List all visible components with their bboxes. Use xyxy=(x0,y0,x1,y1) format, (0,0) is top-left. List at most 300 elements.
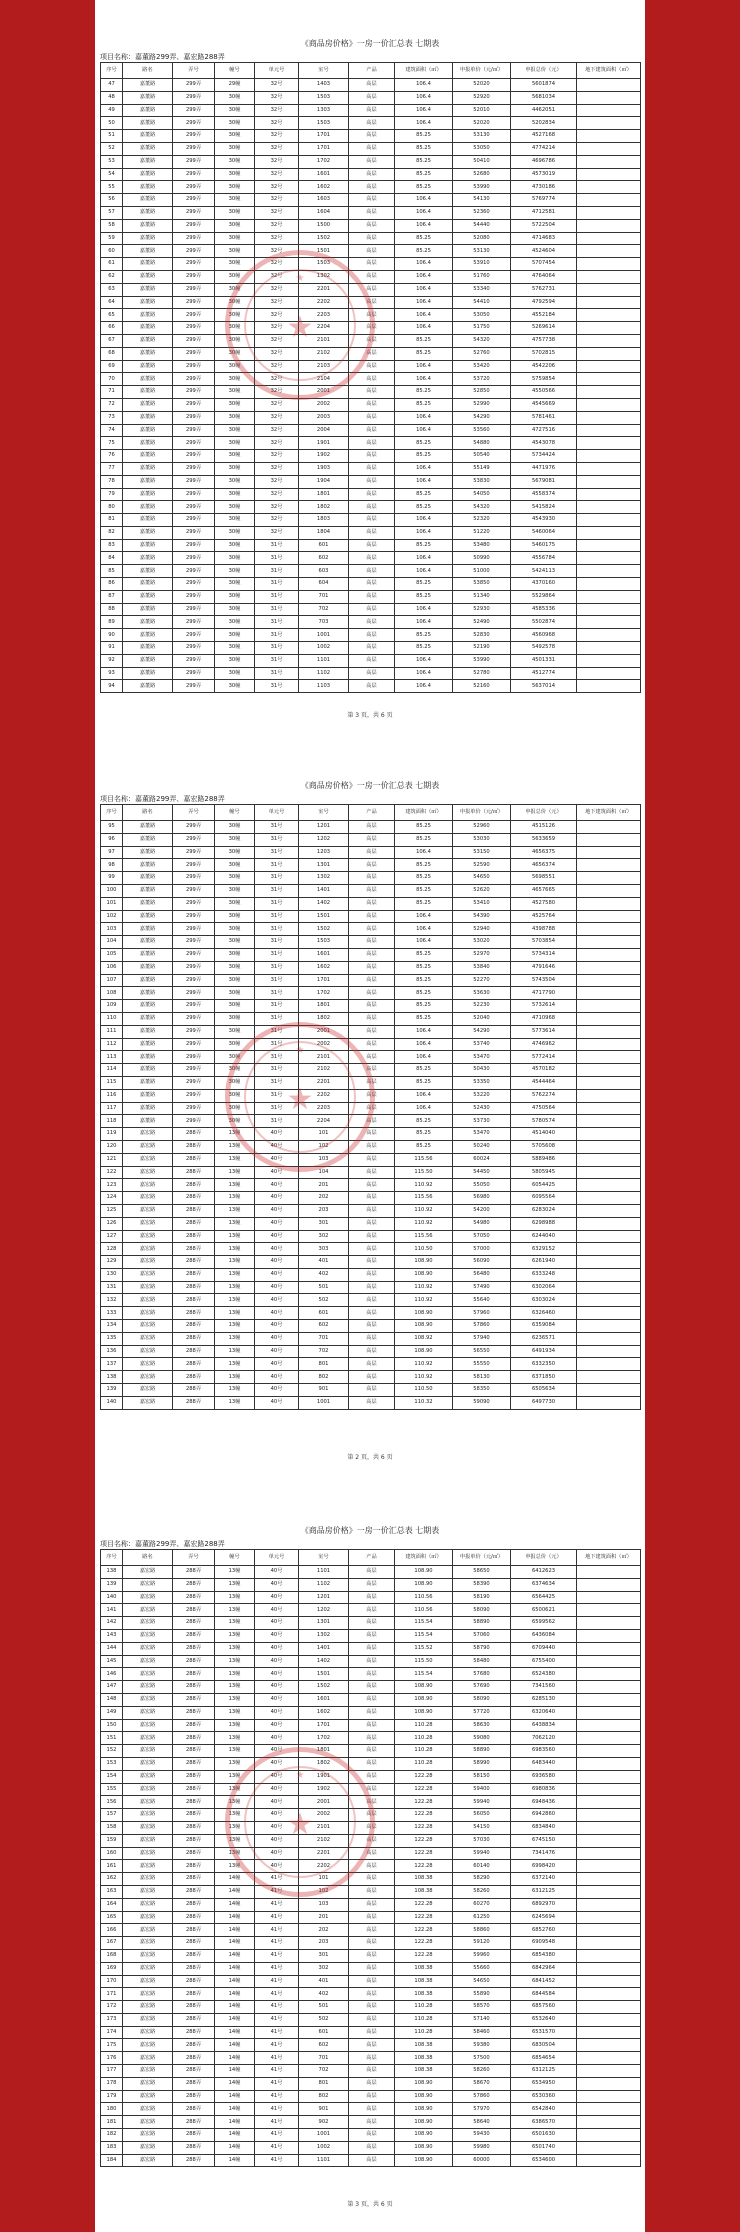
table-cell: 嘉宏路 xyxy=(123,1345,173,1358)
table-row xyxy=(101,1642,641,1655)
table-cell: 高层 xyxy=(349,897,395,910)
table-row xyxy=(101,245,641,258)
table-cell: 6534600 xyxy=(511,2154,577,2167)
table-cell: 嘉宏路 xyxy=(123,1962,173,1975)
column-header: 室号 xyxy=(299,63,349,79)
table-cell: 299弄 xyxy=(173,846,215,859)
table-cell: 56 xyxy=(101,194,123,207)
table-row xyxy=(101,181,641,194)
table-cell xyxy=(577,411,641,424)
table-cell: 40号 xyxy=(255,1204,299,1217)
table-row xyxy=(101,488,641,501)
table-cell: 151 xyxy=(101,1732,123,1745)
table-cell: 嘉董路 xyxy=(123,846,173,859)
table-cell xyxy=(577,1294,641,1307)
table-cell: 73 xyxy=(101,411,123,424)
table-cell: 6854380 xyxy=(511,1949,577,1962)
table-cell: 288弄 xyxy=(173,1179,215,1192)
table-cell: 110.56 xyxy=(395,1591,453,1604)
table-cell: 41号 xyxy=(255,2026,299,2039)
table-cell: 288弄 xyxy=(173,1217,215,1230)
table-row xyxy=(101,347,641,360)
table-cell: 高层 xyxy=(349,680,395,693)
table-cell: 13幢 xyxy=(215,1192,255,1205)
table-cell: 701 xyxy=(299,1332,349,1345)
table-cell: 6530360 xyxy=(511,2090,577,2103)
table-cell: 41号 xyxy=(255,2039,299,2052)
table-row xyxy=(101,1217,641,1230)
table-cell: 101 xyxy=(299,1128,349,1141)
table-cell: 嘉宏路 xyxy=(123,2013,173,2026)
table-cell: 85.25 xyxy=(395,181,453,194)
table-row xyxy=(101,616,641,629)
table-cell: 118 xyxy=(101,1115,123,1128)
table-cell: 嘉董路 xyxy=(123,667,173,680)
table-cell xyxy=(577,1153,641,1166)
table-cell: 13幢 xyxy=(215,1281,255,1294)
table-cell: 299弄 xyxy=(173,884,215,897)
table-cell: 5762274 xyxy=(511,1089,577,1102)
table-cell: 40号 xyxy=(255,1307,299,1320)
table-cell: 高层 xyxy=(349,1745,395,1758)
table-row xyxy=(101,680,641,693)
table-cell: 高层 xyxy=(349,1076,395,1089)
table-cell: 32号 xyxy=(255,360,299,373)
table-cell: 41号 xyxy=(255,2129,299,2142)
table-cell xyxy=(577,437,641,450)
table-cell: 高层 xyxy=(349,1204,395,1217)
table-cell: 30幢 xyxy=(215,488,255,501)
table-cell: 288弄 xyxy=(173,2141,215,2154)
table-cell: 54130 xyxy=(453,194,511,207)
table-cell xyxy=(577,245,641,258)
table-cell: 1801 xyxy=(299,1745,349,1758)
table-cell xyxy=(577,373,641,386)
table-cell: 高层 xyxy=(349,1064,395,1077)
table-cell xyxy=(577,296,641,309)
table-row xyxy=(101,1051,641,1064)
table-cell: 2202 xyxy=(299,1089,349,1102)
table-cell: 1301 xyxy=(299,859,349,872)
table-cell: 6998420 xyxy=(511,1860,577,1873)
table-cell: 108.90 xyxy=(395,1320,453,1333)
table-cell: 182 xyxy=(101,2129,123,2142)
table-row xyxy=(101,2077,641,2090)
table-cell: 高层 xyxy=(349,1975,395,1988)
table-cell: 108.38 xyxy=(395,1962,453,1975)
table-cell: 1602 xyxy=(299,181,349,194)
table-cell: 288弄 xyxy=(173,2052,215,2065)
table-cell: 7341560 xyxy=(511,1681,577,1694)
table-row xyxy=(101,437,641,450)
table-cell: 13幢 xyxy=(215,1604,255,1617)
table-row xyxy=(101,1179,641,1192)
table-cell: 6892970 xyxy=(511,1898,577,1911)
table-cell: 901 xyxy=(299,1384,349,1397)
table-cell: 嘉宏路 xyxy=(123,2129,173,2142)
table-cell: 40号 xyxy=(255,1693,299,1706)
table-cell: 5734424 xyxy=(511,450,577,463)
table-row xyxy=(101,1243,641,1256)
table-cell: 6500621 xyxy=(511,1604,577,1617)
table-cell: 1401 xyxy=(299,1642,349,1655)
table-cell: 嘉董路 xyxy=(123,1000,173,1013)
table-cell: 30幢 xyxy=(215,296,255,309)
table-cell: 299弄 xyxy=(173,578,215,591)
table-cell: 288弄 xyxy=(173,1962,215,1975)
table-cell: 59 xyxy=(101,232,123,245)
table-cell: 96 xyxy=(101,833,123,846)
table-cell xyxy=(577,347,641,360)
table-cell: 299弄 xyxy=(173,629,215,642)
table-cell: 高层 xyxy=(349,1153,395,1166)
table-cell: 53470 xyxy=(453,1128,511,1141)
table-cell: 嘉宏路 xyxy=(123,2077,173,2090)
table-cell: 30幢 xyxy=(215,974,255,987)
table-cell xyxy=(577,1873,641,1886)
table-cell: 108.90 xyxy=(395,1566,453,1579)
table-cell: 嘉宏路 xyxy=(123,2052,173,2065)
table-cell: 41号 xyxy=(255,1885,299,1898)
table-cell: 85.25 xyxy=(395,232,453,245)
table-cell xyxy=(577,897,641,910)
table-cell: 高层 xyxy=(349,1320,395,1333)
table-cell: 68 xyxy=(101,347,123,360)
table-cell: 1502 xyxy=(299,1681,349,1694)
table-cell: 4543078 xyxy=(511,437,577,450)
table-cell: 299弄 xyxy=(173,923,215,936)
table-cell: 41号 xyxy=(255,1988,299,2001)
column-header: 弄号 xyxy=(173,1550,215,1566)
table-cell: 59400 xyxy=(453,1783,511,1796)
table-cell: 122.28 xyxy=(395,1796,453,1809)
table-cell: 604 xyxy=(299,578,349,591)
table-cell: 108.90 xyxy=(395,2077,453,2090)
table-cell: 1002 xyxy=(299,2141,349,2154)
table-cell: 53050 xyxy=(453,142,511,155)
table-cell: 51340 xyxy=(453,590,511,603)
table-row xyxy=(101,1911,641,1924)
table-cell: 嘉宏路 xyxy=(123,1566,173,1579)
table-cell: 106.4 xyxy=(395,667,453,680)
table-cell: 高层 xyxy=(349,322,395,335)
table-cell: 嘉董路 xyxy=(123,872,173,885)
table-cell: 13幢 xyxy=(215,1617,255,1630)
page-footer: 第 3 页，共 6 页 xyxy=(347,712,393,719)
table-cell: 高层 xyxy=(349,1834,395,1847)
table-cell: 85.25 xyxy=(395,168,453,181)
table-row xyxy=(101,2013,641,2026)
table-cell: 299弄 xyxy=(173,437,215,450)
table-row xyxy=(101,1089,641,1102)
table-cell xyxy=(577,667,641,680)
table-cell xyxy=(577,1268,641,1281)
table-cell: 53990 xyxy=(453,181,511,194)
table-cell: 32号 xyxy=(255,142,299,155)
column-header: 路名 xyxy=(123,805,173,821)
table-cell: 13幢 xyxy=(215,1591,255,1604)
table-cell xyxy=(577,1757,641,1770)
table-cell: 108.90 xyxy=(395,1307,453,1320)
column-header: 弄号 xyxy=(173,63,215,79)
table-cell: 299弄 xyxy=(173,411,215,424)
table-cell: 嘉董路 xyxy=(123,616,173,629)
table-cell: 59940 xyxy=(453,1796,511,1809)
table-cell: 高层 xyxy=(349,232,395,245)
table-cell: 高层 xyxy=(349,2039,395,2052)
table-cell: 62 xyxy=(101,270,123,283)
table-row xyxy=(101,1604,641,1617)
table-cell: 301 xyxy=(299,1217,349,1230)
table-cell: 85.25 xyxy=(395,398,453,411)
table-cell: 85.25 xyxy=(395,897,453,910)
table-cell: 54050 xyxy=(453,488,511,501)
table-cell: 106.4 xyxy=(395,462,453,475)
table-cell xyxy=(577,488,641,501)
table-cell: 288弄 xyxy=(173,1745,215,1758)
table-cell xyxy=(577,1745,641,1758)
table-cell: 53740 xyxy=(453,1038,511,1051)
table-cell: 6054425 xyxy=(511,1179,577,1192)
table-row xyxy=(101,232,641,245)
table-cell: 141 xyxy=(101,1604,123,1617)
table-cell: 165 xyxy=(101,1911,123,1924)
table-row xyxy=(101,1000,641,1013)
table-cell: 6298988 xyxy=(511,1217,577,1230)
table-cell: 2101 xyxy=(299,1051,349,1064)
table-cell: 299弄 xyxy=(173,514,215,527)
table-cell: 85.25 xyxy=(395,642,453,655)
table-cell: 85.25 xyxy=(395,130,453,143)
table-cell: 1500 xyxy=(299,219,349,232)
table-row xyxy=(101,1706,641,1719)
table-cell: 288弄 xyxy=(173,1693,215,1706)
table-cell: 4757738 xyxy=(511,334,577,347)
table-cell: 89 xyxy=(101,616,123,629)
table-cell: 106.4 xyxy=(395,309,453,322)
table-cell: 30幢 xyxy=(215,475,255,488)
table-cell: 52020 xyxy=(453,117,511,130)
table-cell: 108.90 xyxy=(395,1693,453,1706)
table-cell: 32号 xyxy=(255,475,299,488)
table-cell: 6505634 xyxy=(511,1384,577,1397)
table-cell xyxy=(577,1000,641,1013)
table-cell: 30幢 xyxy=(215,386,255,399)
table-cell: 288弄 xyxy=(173,1642,215,1655)
table-cell: 53220 xyxy=(453,1089,511,1102)
table-cell: 288弄 xyxy=(173,1681,215,1694)
table-cell: 5492578 xyxy=(511,642,577,655)
table-cell: 40号 xyxy=(255,1681,299,1694)
table-cell: 高层 xyxy=(349,1578,395,1591)
table-cell: 40号 xyxy=(255,1281,299,1294)
table-cell: 106.4 xyxy=(395,603,453,616)
table-cell: 32号 xyxy=(255,322,299,335)
table-cell: 高层 xyxy=(349,347,395,360)
table-cell: 6372140 xyxy=(511,1873,577,1886)
table-row xyxy=(101,1873,641,1886)
table-cell: 299弄 xyxy=(173,181,215,194)
table-cell: 高层 xyxy=(349,1102,395,1115)
table-cell: 4656375 xyxy=(511,846,577,859)
table-cell: 6374634 xyxy=(511,1578,577,1591)
table-cell: 502 xyxy=(299,1294,349,1307)
table-cell: 85.25 xyxy=(395,948,453,961)
table-cell: 110.28 xyxy=(395,1745,453,1758)
table-cell xyxy=(577,130,641,143)
table-cell: 108.92 xyxy=(395,1332,453,1345)
table-row xyxy=(101,667,641,680)
table-cell: 高层 xyxy=(349,821,395,834)
table-cell: 嘉宏路 xyxy=(123,1745,173,1758)
table-cell: 6332350 xyxy=(511,1358,577,1371)
table-cell: 52940 xyxy=(453,923,511,936)
table-cell: 299弄 xyxy=(173,398,215,411)
table-cell: 32号 xyxy=(255,245,299,258)
table-cell: 40号 xyxy=(255,1706,299,1719)
table-cell: 2102 xyxy=(299,1834,349,1847)
table-cell: 59960 xyxy=(453,1949,511,1962)
table-cell: 41号 xyxy=(255,2065,299,2078)
table-cell xyxy=(577,1655,641,1668)
table-cell: 6326460 xyxy=(511,1307,577,1320)
table-cell: 108.38 xyxy=(395,1975,453,1988)
table-cell: 158 xyxy=(101,1821,123,1834)
table-cell: 48 xyxy=(101,91,123,104)
table-cell: 嘉董路 xyxy=(123,910,173,923)
table-cell: 106.4 xyxy=(395,424,453,437)
table-cell: 5743504 xyxy=(511,974,577,987)
table-cell: 115.52 xyxy=(395,1642,453,1655)
table-cell: 115.56 xyxy=(395,1192,453,1205)
table-cell: 57030 xyxy=(453,1834,511,1847)
table-cell: 85.25 xyxy=(395,859,453,872)
table-cell: 57050 xyxy=(453,1230,511,1243)
table-cell: 高层 xyxy=(349,206,395,219)
table-cell: 嘉宏路 xyxy=(123,1294,173,1307)
table-cell: 288弄 xyxy=(173,1949,215,1962)
table-cell: 106.4 xyxy=(395,552,453,565)
table-cell: 13幢 xyxy=(215,1693,255,1706)
table-cell xyxy=(577,1847,641,1860)
table-cell xyxy=(577,1988,641,2001)
table-cell: 122.28 xyxy=(395,1860,453,1873)
table-cell: 111 xyxy=(101,1025,123,1038)
table-cell xyxy=(577,1204,641,1217)
table-cell: 40号 xyxy=(255,1604,299,1617)
table-cell: 嘉宏路 xyxy=(123,1230,173,1243)
table-cell: 41号 xyxy=(255,1949,299,1962)
table-cell: 58 xyxy=(101,219,123,232)
table-cell: 4527168 xyxy=(511,130,577,143)
table-cell: 32号 xyxy=(255,488,299,501)
table-cell xyxy=(577,2026,641,2039)
column-header: 室号 xyxy=(299,805,349,821)
table-cell: 14幢 xyxy=(215,1873,255,1886)
table-cell: 6564425 xyxy=(511,1591,577,1604)
table-cell: 31号 xyxy=(255,1064,299,1077)
table-cell xyxy=(577,884,641,897)
table-cell: 14幢 xyxy=(215,1949,255,1962)
table-cell: 嘉董路 xyxy=(123,654,173,667)
table-cell: 288弄 xyxy=(173,1796,215,1809)
table-row xyxy=(101,1128,641,1141)
table-cell: 401 xyxy=(299,1256,349,1269)
table-cell: 61250 xyxy=(453,1911,511,1924)
table-cell: 53 xyxy=(101,155,123,168)
table-cell: 1001 xyxy=(299,2129,349,2142)
table-cell: 299弄 xyxy=(173,552,215,565)
table-cell: 302 xyxy=(299,1962,349,1975)
table-cell: 288弄 xyxy=(173,2116,215,2129)
table-cell: 401 xyxy=(299,1975,349,1988)
table-cell: 132 xyxy=(101,1294,123,1307)
table-cell: 嘉董路 xyxy=(123,1076,173,1089)
table-cell: 299弄 xyxy=(173,462,215,475)
table-row xyxy=(101,501,641,514)
table-cell: 32号 xyxy=(255,194,299,207)
table-cell: 106.4 xyxy=(395,846,453,859)
table-cell: 1702 xyxy=(299,987,349,1000)
table-cell: 14幢 xyxy=(215,2103,255,2116)
table-cell: 2201 xyxy=(299,283,349,296)
table-cell: 78 xyxy=(101,475,123,488)
table-cell: 55660 xyxy=(453,1962,511,1975)
table-cell: 121 xyxy=(101,1153,123,1166)
table-cell: 嘉宏路 xyxy=(123,1396,173,1409)
table-cell: 4525764 xyxy=(511,910,577,923)
table-cell: 6524380 xyxy=(511,1668,577,1681)
table-row xyxy=(101,642,641,655)
table-cell: 288弄 xyxy=(173,2039,215,2052)
table-cell: 100 xyxy=(101,884,123,897)
table-cell: 54650 xyxy=(453,1975,511,1988)
table-cell: 47 xyxy=(101,79,123,92)
table-cell: 40号 xyxy=(255,1153,299,1166)
table-cell: 50990 xyxy=(453,552,511,565)
table-cell: 299弄 xyxy=(173,386,215,399)
table-cell: 嘉董路 xyxy=(123,142,173,155)
table-cell: 30幢 xyxy=(215,1025,255,1038)
table-cell: 288弄 xyxy=(173,1655,215,1668)
table-cell: 40号 xyxy=(255,1256,299,1269)
column-header: 路名 xyxy=(123,63,173,79)
table-cell: 115.50 xyxy=(395,1655,453,1668)
table-row xyxy=(101,1384,641,1397)
table-cell: 40号 xyxy=(255,1809,299,1822)
table-cell: 13幢 xyxy=(215,1179,255,1192)
table-cell: 嘉宏路 xyxy=(123,1642,173,1655)
table-cell: 54410 xyxy=(453,296,511,309)
table-cell: 76 xyxy=(101,450,123,463)
table-row xyxy=(101,578,641,591)
table-cell: 40号 xyxy=(255,1166,299,1179)
table-cell: 1701 xyxy=(299,130,349,143)
table-row xyxy=(101,948,641,961)
table-cell: 高层 xyxy=(349,1898,395,1911)
table-cell: 高层 xyxy=(349,462,395,475)
table-cell: 32号 xyxy=(255,91,299,104)
table-cell xyxy=(577,872,641,885)
table-cell: 52590 xyxy=(453,859,511,872)
table-cell: 32号 xyxy=(255,168,299,181)
table-cell xyxy=(577,117,641,130)
table-cell xyxy=(577,1192,641,1205)
table-cell: 603 xyxy=(299,565,349,578)
table-cell: 6236571 xyxy=(511,1332,577,1345)
table-cell: 14幢 xyxy=(215,2154,255,2167)
table-cell: 40号 xyxy=(255,1629,299,1642)
